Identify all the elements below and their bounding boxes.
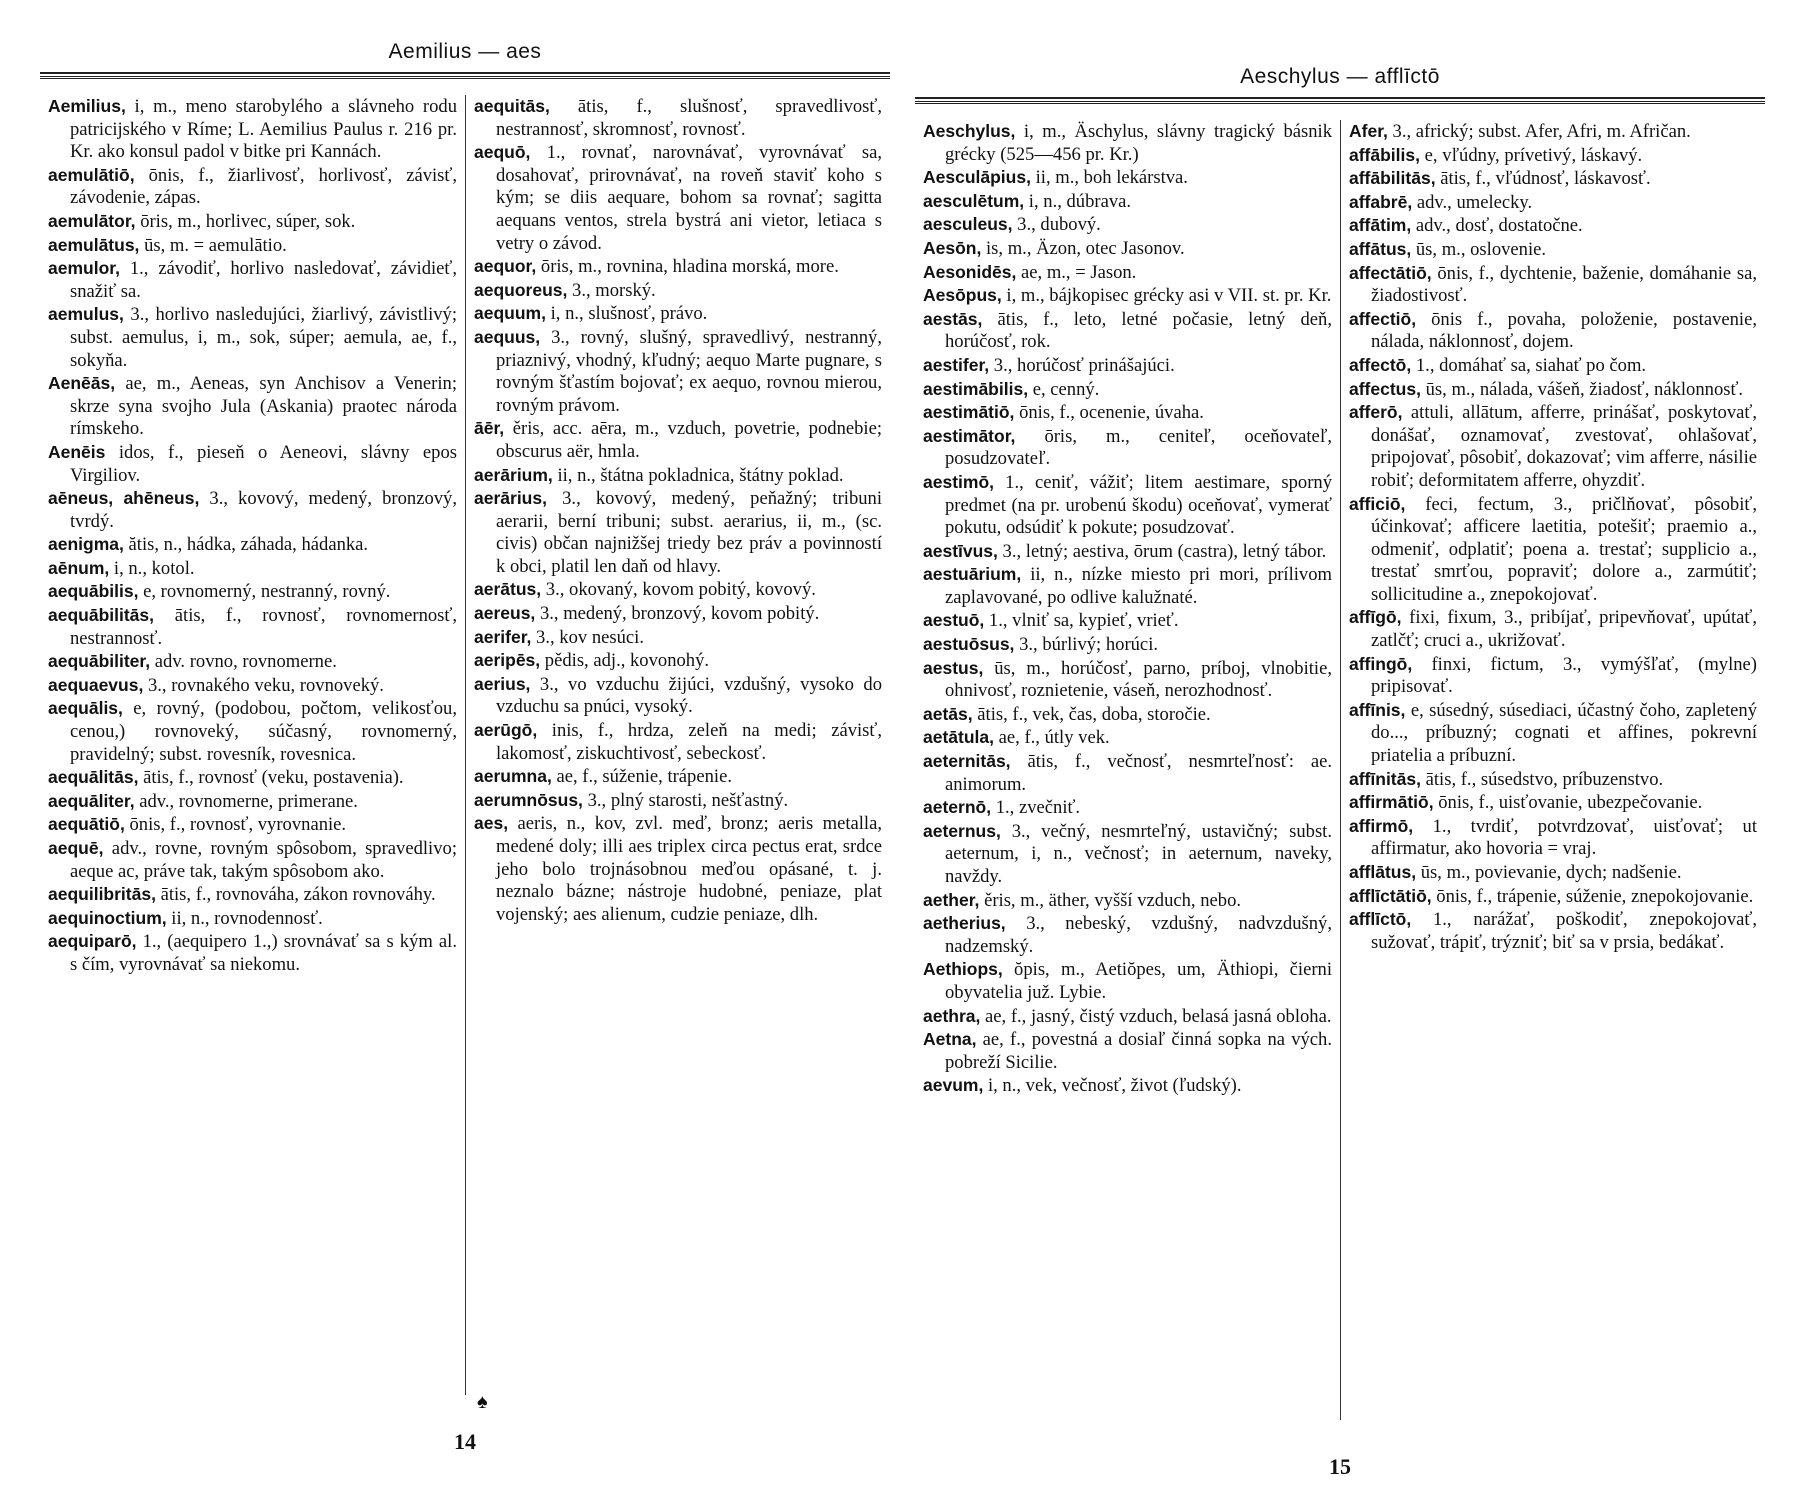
dictionary-entry — [48, 837, 457, 883]
column-left — [915, 120, 1340, 1420]
dictionary-entry — [48, 441, 457, 487]
headword: aetherius, — [923, 913, 1006, 934]
headword: aestus, — [923, 657, 984, 678]
dictionary-entry — [1349, 699, 1757, 768]
definition: ěris, acc. aēra, m., vzduch, povetrie, podnebie; obscurus aër, hmla. — [496, 418, 882, 462]
headword: aestās, — [923, 308, 983, 329]
headword: aemulātor, — [48, 210, 136, 231]
definition: is, m., Äzon, otec Jasonov. — [981, 237, 1185, 259]
dictionary-entry — [474, 95, 882, 141]
headword: aestimātor, — [923, 425, 1016, 446]
dictionary-entry — [923, 213, 1332, 237]
right-page — [915, 55, 1765, 1505]
headword: affirmō, — [1349, 815, 1414, 836]
headword: afflīctō, — [1349, 909, 1412, 930]
definition: ŏpis, m., Aetiŏpes, um, Äthiopi, čierni obyvatelia juž. Lybie. — [945, 959, 1332, 1003]
headword: aesculeus, — [923, 214, 1013, 235]
headword: aequābilis, — [48, 581, 139, 602]
definition: ae, m., = Jason. — [1016, 261, 1137, 283]
headword: Aeschylus, — [923, 121, 1016, 141]
definition: ātis, f., rovnováha, zákon rovnováhy. — [155, 884, 436, 906]
headword: affirmātiō, — [1349, 792, 1434, 813]
headword: aether, — [923, 889, 980, 910]
dictionary-entry — [923, 1074, 1332, 1098]
dictionary-entry — [923, 726, 1332, 750]
headword: affingō, — [1349, 653, 1413, 674]
headword: affīgō, — [1349, 607, 1402, 628]
headword: aemulātus, — [48, 234, 140, 255]
dictionary-entry — [474, 302, 882, 326]
column-right — [465, 95, 890, 1395]
headword: afferō, — [1349, 402, 1403, 423]
headword: aeternitās, — [923, 751, 1011, 772]
definition: ōnis f., povaha, položenie, postavenie, nálada, náklonnosť, dojem. — [1371, 308, 1757, 353]
headword: aemulor, — [48, 258, 120, 279]
dictionary-entry — [923, 750, 1332, 796]
dictionary-entry — [923, 471, 1332, 540]
columns — [40, 95, 890, 1395]
definition: ae, m., Aeneas, syn Anchisov a Venerin; skrze syna svojho Jula (Askania) praotec národa rímskeho. — [70, 373, 457, 440]
headword: aereus, — [474, 603, 536, 624]
definition: ii, n., rovnodennosť. — [166, 907, 323, 929]
definition: attuli, allātum, afferre, prinášať, poskytovať, donášať, oznamovať, zvestovať, ohlašovať, pripojovať, pôsobiť, dokazovať; vim afferre, násilie robiť; deformitatem afferre, ohyzdiť. — [1371, 402, 1757, 491]
headword: aequō, — [474, 142, 531, 163]
headword: affābilitās, — [1349, 168, 1436, 189]
definition: pědis, adj., kovonohý. — [540, 650, 710, 672]
headword: affectātiō, — [1349, 262, 1432, 283]
headword: aequaevus, — [48, 674, 144, 695]
dictionary-entry — [1349, 768, 1757, 792]
headword: aesculētum, — [923, 190, 1025, 211]
headword: aerumnōsus, — [474, 789, 583, 810]
definition: inis, f., hrdza, zeleň na medi; závisť, lakomosť, ziskuchtivosť, sebeckosť. — [496, 720, 882, 764]
headword: aerumna, — [474, 766, 552, 787]
definition: ōnis, f., dychtenie, baženie, domáhanie sa, žiadostivosť. — [1371, 262, 1757, 307]
dictionary-entry — [474, 578, 882, 602]
dictionary-entry — [1349, 885, 1757, 909]
dictionary-entry — [923, 284, 1332, 308]
dictionary-entry — [923, 354, 1332, 378]
definition: ae, f., povestná a dosiaľ činná sopka na vých. pobreží Sicilie. — [945, 1029, 1332, 1073]
headword: affectō, — [1349, 354, 1412, 375]
column-right — [1340, 120, 1765, 1420]
headword: aerārium, — [474, 464, 553, 485]
definition: 3., kovový, medený, bronzový, tvrdý. — [70, 488, 458, 532]
dictionary-entry — [923, 820, 1332, 889]
definition: 3., nebeský, vzdušný, nadvzdušný, nadzemský. — [945, 913, 1332, 957]
dictionary-entry — [923, 261, 1332, 285]
definition: adv., rovnomerne, primerane. — [134, 790, 358, 812]
dictionary-entry — [923, 889, 1332, 913]
definition: 1., narážať, poškodiť, znepokojovať, sužovať, trápiť, trýzniť; biť sa v prsia, bedákať. — [1371, 909, 1757, 953]
definition: 1., závodiť, horlivo nasledovať, závidieť, snažiť sa. — [70, 258, 457, 302]
dictionary-entry — [48, 604, 457, 650]
headword: aestimābilis, — [923, 378, 1029, 399]
dictionary-entry — [48, 930, 457, 976]
dictionary-entry — [923, 912, 1332, 958]
headword: affātus, — [1349, 238, 1412, 259]
definition: 1., domáhať sa, siahať po čom. — [1411, 354, 1647, 376]
dictionary-entry — [474, 255, 882, 279]
definition: 3., rovný, slušný, spravedlivý, nestranný, priaznivý, vhodný, kľudný; aequo Marte pugnare, s rovným šťastím bojovať; ex aequo, rovnou mierou, rovným právom. — [496, 326, 882, 416]
dictionary-entry — [923, 563, 1332, 609]
dictionary-entry — [923, 190, 1332, 214]
definition: 3., večný, nesmrteľný, ustavičný; subst. aeternum, i, n., večnosť; in aeternum, naveky, navždy. — [945, 820, 1332, 887]
definition: 3., africký; subst. Afer, Afri, m. Afričan. — [1387, 121, 1691, 142]
dictionary-entry — [48, 883, 457, 907]
headword: Aesculāpius, — [923, 167, 1031, 188]
definition: 3., vo vzduchu žijúci, vzdušný, vysoko do vzduchu sa pnúci, vysoký. — [496, 673, 882, 718]
definition: idos, f., pieseň o Aeneovi, slávny epos Virgiliov. — [70, 441, 457, 486]
headword: aethra, — [923, 1005, 981, 1026]
dictionary-entry — [474, 487, 882, 578]
headword: afflātus, — [1349, 862, 1417, 882]
definition: ātis, f., rovnosť, rovnomernosť, nestrannosť. — [70, 605, 457, 649]
definition: e, súsedný, súsediaci, účastný čoho, zapletený do..., príbuzný; cognati et affines, pokrevní priatelia a príbuzní. — [1371, 699, 1757, 767]
definition: 1., rovnať, narovnávať, vyrovnávať sa, dosahovať, prirovnávať, na roveň staviť koho s kým; se diis aequare, bohom sa rovnať; sagitta aequans ventos, strela bystrá ani vietor, letiaca s vetry o závod. — [496, 142, 882, 254]
headword: aestīvus, — [923, 540, 998, 561]
definition: i, m., bájkopisec grécky asi v VII. st. pr. Kr. — [1001, 285, 1332, 307]
headword: aetātula, — [923, 727, 994, 748]
definition: ătis, n., hádka, záhada, hádanka. — [123, 534, 369, 556]
headword: affectiō, — [1349, 308, 1417, 329]
dictionary-entry — [48, 557, 457, 581]
headword: aēneus, ahēneus, — [48, 488, 200, 509]
definition: 3., horlivo nasledujúci, žiarlivý, závistlivý; subst. aemulus, i, m., sok, súper; aemula, ae, f., sokyňa. — [70, 304, 457, 371]
headword: aequor, — [474, 256, 537, 277]
headword: aequābiliter, — [48, 651, 151, 672]
definition: ōris, m., horlivec, súper, sok. — [135, 210, 356, 232]
dictionary-entry — [48, 790, 457, 814]
definition: 1., (aequipero 1.,) srovnávať sa s kým al. s čím, vyrovnávať sa niekomu. — [70, 931, 457, 975]
definition: ūs, m., oslovenie. — [1411, 238, 1547, 260]
dictionary-entry — [48, 234, 457, 258]
definition: ōris, m., ceniteľ, oceňovateľ, posudzovateľ. — [945, 425, 1332, 470]
headword: affātim, — [1349, 215, 1412, 236]
page-number: 15 — [1329, 1454, 1351, 1479]
headword: aerātus, — [474, 579, 542, 600]
definition: i, n., vek, večnosť, život (ľudský). — [983, 1075, 1242, 1097]
dictionary-entry — [1349, 791, 1757, 815]
definition: i, m., Äschylus, slávny tragický básnik grécky (525—456 pr. Kr.) — [945, 121, 1332, 165]
headword: aestifer, — [923, 354, 990, 375]
definition: ūs, m., povievanie, dych; nadšenie. — [1416, 862, 1682, 883]
headword: aeripēs, — [474, 650, 541, 671]
dictionary-entry — [1349, 815, 1757, 861]
definition: 1., tvrdiť, potvrdzovať, uisťovať; ut affirmatur, ako hovoria = vraj. — [1371, 815, 1757, 860]
definition: ii, m., boh lekárstva. — [1030, 167, 1188, 189]
headword: aequitās, — [474, 96, 550, 116]
definition: ātis, f., leto, letné počasie, letný deň, horúčosť, rok. — [945, 308, 1332, 353]
definition: adv., rovne, rovným spôsobom, spravedlivo; aeque ac, práve tak, takým spôsobom ako. — [70, 838, 457, 882]
dictionary-entry — [48, 533, 457, 557]
definition: e, rovnomerný, nestranný, rovný. — [138, 581, 391, 603]
headword: Aesōpus, — [923, 285, 1002, 306]
headword: afficiō, — [1349, 493, 1406, 514]
dictionary-entry — [923, 166, 1332, 190]
headword: aēnum, — [48, 557, 110, 578]
dictionary-entry — [1349, 606, 1757, 652]
definition: 1., vlniť sa, kypieť, vrieť. — [984, 610, 1179, 632]
headword: aequālitās, — [48, 767, 139, 788]
dictionary-entry — [1349, 120, 1757, 144]
headword: aequāliter, — [48, 790, 135, 811]
dictionary-entry — [474, 602, 882, 626]
definition: 3., medený, bronzový, kovom pobitý. — [535, 603, 820, 625]
headword: aestuōsus, — [923, 634, 1015, 655]
header-rule — [40, 76, 890, 79]
definition: ūs, m., horúčosť, parno, príboj, vlnobitie, ohnivosť, roznietenie, váseň, nerozhodnosť. — [945, 657, 1332, 702]
dictionary-entry — [474, 649, 882, 673]
dictionary-entry — [923, 703, 1332, 727]
dictionary-entry — [48, 813, 457, 837]
dictionary-entry — [48, 210, 457, 234]
definition: 3., kovový, medený, peňažný; tribuni aerarii, berní tribuni; subst. aerarius, ii, m., (sc. civis) občan najnižšej triedy bez práv a povinností k obci, platil len daň od hlavy. — [496, 488, 882, 577]
dictionary-entry — [923, 796, 1332, 820]
dictionary-entry — [474, 765, 882, 789]
dictionary-entry — [474, 326, 882, 417]
running-head: Aeschylus — afflīctō — [1240, 65, 1440, 88]
header-rule — [40, 72, 890, 74]
headword: aequē, — [48, 838, 104, 858]
dictionary-entry — [48, 650, 457, 674]
headword: affābilis, — [1349, 144, 1420, 165]
definition: ii, n., nízke miesto pri mori, prílivom zaplavované, po odlive kalužnaté. — [945, 564, 1332, 608]
definition: ātis, f., rovnosť (veku, postavenia). — [138, 767, 404, 789]
headword: aerifer, — [474, 626, 532, 647]
dictionary-entry — [923, 120, 1332, 166]
definition: ōnis, f., uisťovanie, ubezpečovanie. — [1433, 792, 1703, 814]
dictionary-entry — [1349, 238, 1757, 262]
dictionary-entry — [923, 657, 1332, 703]
dictionary-entry — [48, 674, 457, 698]
definition: 1., ceniť, vážiť; litem aestimare, sporný predmet (na pr. urobenú škodu) oceňovať, vymerať pokutu, odsúdiť k pokute; posudzovať. — [945, 471, 1332, 539]
definition: ātis, f., slušnosť, spravedlivosť, nestrannosť, skromnosť, rovnosť. — [496, 96, 882, 140]
definition: 3., rovnakého veku, rovnoveký. — [143, 674, 384, 696]
definition: 3., búrlivý; horúci. — [1014, 634, 1159, 656]
dictionary-entry — [48, 766, 457, 790]
dictionary-entry — [1349, 262, 1757, 308]
headword: Aesōn, — [923, 237, 982, 258]
dictionary-entry — [1349, 354, 1757, 378]
definition: finxi, fictum, 3., vymýšľať, (mylne) pripisovať. — [1371, 653, 1757, 698]
headword: aequātiō, — [48, 814, 125, 835]
definition: ae, f., jasný, čistý vzduch, belasá jasná obloha. — [980, 1005, 1332, 1027]
dictionary-entry — [1349, 401, 1757, 492]
definition: adv. rovno, rovnomerne. — [150, 651, 337, 673]
dictionary-entry — [923, 633, 1332, 657]
definition: aeris, n., kov, zvl. meď, bronz; aeris metalla, medené doly; illi aes triplex circa pectus erat, srdce jeho bolo trojnásobnou meďou opásané, t. j. neznalo bázne; nástroje hudobné, peniaze, plat vojenský; aes alienum, cudzie peniaze, dlh. — [496, 813, 882, 925]
headword: aestuō, — [923, 610, 985, 631]
dictionary-entry — [48, 164, 457, 210]
dictionary-entry — [48, 303, 457, 372]
dictionary-entry — [48, 95, 457, 164]
headword: aetās, — [923, 703, 973, 724]
definition: ae, f., súženie, trápenie. — [551, 766, 732, 788]
headword: aemulus, — [48, 304, 124, 325]
dictionary-entry — [474, 673, 882, 719]
headword: aerārius, — [474, 488, 547, 509]
definition: 3., morský. — [567, 279, 656, 301]
definition: ae, f., útly vek. — [994, 727, 1110, 749]
dictionary-entry — [1349, 308, 1757, 354]
dictionary-entry — [923, 958, 1332, 1004]
dictionary-entry — [474, 789, 882, 813]
dictionary-entry — [923, 540, 1332, 564]
dictionary-entry — [1349, 861, 1757, 885]
headword: affīnis, — [1349, 699, 1406, 720]
dictionary-entry — [48, 907, 457, 931]
headword: aemulātiō, — [48, 164, 135, 185]
definition: 3., plný starosti, nešťastný. — [582, 789, 789, 811]
dictionary-entry — [474, 279, 882, 303]
stray-mark: ♠ — [477, 1391, 488, 1413]
headword: Aenēis — [48, 441, 106, 462]
headword: āēr, — [474, 418, 505, 439]
definition: e, cenný. — [1028, 378, 1100, 400]
definition: ātis, f., vek, čas, doba, storočie. — [972, 703, 1211, 725]
headword: aequum, — [474, 303, 546, 324]
headword: aequus, — [474, 326, 541, 347]
headword: aestimātiō, — [923, 402, 1015, 423]
headword: aeternus, — [923, 820, 1001, 841]
definition: i, n., kotol. — [109, 557, 195, 579]
dictionary-entry — [474, 719, 882, 765]
definition: adv., dosť, dostatočne. — [1411, 215, 1583, 237]
dictionary-entry — [48, 257, 457, 303]
definition: ōnis, f., ocenenie, úvaha. — [1014, 402, 1204, 424]
headword: aeternō, — [923, 797, 992, 818]
page-number: 14 — [454, 1429, 476, 1454]
headword: aequābilitās, — [48, 605, 155, 626]
dictionary-entry — [923, 609, 1332, 633]
headword: Aesonidēs, — [923, 261, 1017, 282]
dictionary-entry — [1349, 167, 1757, 191]
definition: ii, n., štátna pokladnica, štátny poklad. — [552, 464, 844, 486]
headword: aes, — [474, 813, 509, 834]
dictionary-entry — [1349, 214, 1757, 238]
dictionary-entry — [474, 812, 882, 926]
dictionary-entry — [48, 580, 457, 604]
dictionary-entry — [1349, 378, 1757, 402]
definition: i, n., dúbrava. — [1024, 190, 1132, 212]
headword: affabrē, — [1349, 191, 1413, 212]
definition: 1., zvečniť. — [991, 797, 1081, 819]
definition: i, m., meno starobylého a slávneho rodu patricijského v Ríme; L. Aemilius Paulus r. 216 pr. Kr. ako konsul padol v bitke pri Kannách. — [70, 96, 457, 163]
definition: e, rovný, (podobou, počtom, velikosťou, cenou,) rovnoveký, súčasný, rovnomerný, pravidelný; subst. rovesník, rovesnica. — [70, 698, 457, 765]
headword: Aethiops, — [923, 959, 1003, 980]
definition: 3., horúčosť prinášajúci. — [989, 354, 1175, 376]
dictionary-entry — [1349, 191, 1757, 215]
headword: affectus, — [1349, 378, 1421, 399]
headword: aenigma, — [48, 534, 124, 555]
definition: 3., okovaný, kovom pobitý, kovový. — [541, 579, 816, 601]
definition: adv., umelecky. — [1412, 191, 1533, 213]
headword: aerius, — [474, 673, 531, 694]
dictionary-entry — [923, 1005, 1332, 1029]
column-left — [40, 95, 465, 1395]
definition: ātis, f., súsedstvo, príbuzenstvo. — [1420, 768, 1664, 790]
definition: ūs, m. = aemulātio. — [139, 234, 287, 256]
dictionary-entry — [1349, 653, 1757, 699]
dictionary-entry — [474, 464, 882, 488]
headword: aequilibritās, — [48, 884, 156, 905]
definition: 3., dubový. — [1012, 214, 1101, 236]
dictionary-entry — [474, 626, 882, 650]
dictionary-entry — [923, 401, 1332, 425]
dictionary-entry — [48, 487, 457, 533]
dictionary-entry — [474, 141, 882, 255]
headword: aequālis, — [48, 698, 123, 719]
definition: feci, fectum, 3., pričlňovať, pôsobiť, účinkovať; afficere laetitia, potešiť; praemio a., odmeniť, odplatiť; poena a. trestať; supplicio a., trestať smrťou, popraviť; dolore a., zarmútiť; sollicitudine a., znepokojovať. — [1371, 493, 1757, 605]
definition: 3., letný; aestiva, ōrum (castra), letný tábor. — [997, 540, 1327, 562]
dictionary-entry — [923, 425, 1332, 471]
definition: ōnis, f., žiarlivosť, horlivosť, závisť, závodenie, zápas. — [70, 164, 457, 209]
dictionary-entry — [923, 378, 1332, 402]
definition: ěris, m., äther, vyšší vzduch, nebo. — [979, 889, 1242, 911]
headword: Aetna, — [923, 1029, 977, 1050]
definition: ūs, m., nálada, vášeň, žiadosť, náklonnosť. — [1420, 378, 1744, 400]
definition: ōris, m., rovnina, hladina morská, more. — [536, 256, 839, 278]
dictionary-entry — [923, 237, 1332, 261]
left-page — [40, 30, 890, 1480]
running-head: Aemilius — aes — [388, 40, 542, 63]
headword: Afer, — [1349, 121, 1388, 141]
definition: ōnis, f., rovnosť, vyrovnanie. — [124, 814, 347, 836]
headword: afflīctātiō, — [1349, 885, 1432, 906]
headword: aequinoctium, — [48, 907, 167, 928]
headword: affīnitās, — [1349, 768, 1421, 789]
headword: aerūgō, — [474, 720, 538, 741]
header-rule — [915, 97, 1765, 99]
headword: aequoreus, — [474, 279, 568, 300]
headword: aestuārium, — [923, 564, 1022, 585]
columns — [915, 120, 1765, 1420]
dictionary-entry — [1349, 144, 1757, 168]
header-rule — [915, 101, 1765, 104]
dictionary-entry — [48, 697, 457, 766]
dictionary-entry — [1349, 908, 1757, 954]
dictionary-entry — [474, 417, 882, 463]
headword: Aenēās, — [48, 373, 116, 394]
dictionary-entry — [1349, 493, 1757, 607]
headword: aestimō, — [923, 471, 994, 492]
headword: Aemilius, — [48, 96, 126, 116]
definition: ōnis, f., trápenie, súženie, znepokojovanie. — [1431, 885, 1754, 907]
dictionary-entry — [923, 1028, 1332, 1074]
dictionary-entry — [923, 308, 1332, 354]
definition: 3., kov nesúci. — [531, 626, 644, 648]
definition: ātis, f., večnosť, nesmrteľnosť: ae. animorum. — [945, 751, 1332, 795]
definition: ātis, f., vľúdnosť, láskavosť. — [1435, 168, 1651, 190]
dictionary-entry — [48, 372, 457, 441]
definition: i, n., slušnosť, právo. — [545, 303, 708, 325]
definition: e, vľúdny, prívetivý, láskavý. — [1420, 144, 1643, 166]
headword: aevum, — [923, 1075, 984, 1096]
headword: aequiparō, — [48, 931, 137, 952]
definition: fixi, fixum, 3., pribíjať, pripevňovať, upútať, zatlčť; cruci a., ukrižovať. — [1371, 607, 1757, 652]
